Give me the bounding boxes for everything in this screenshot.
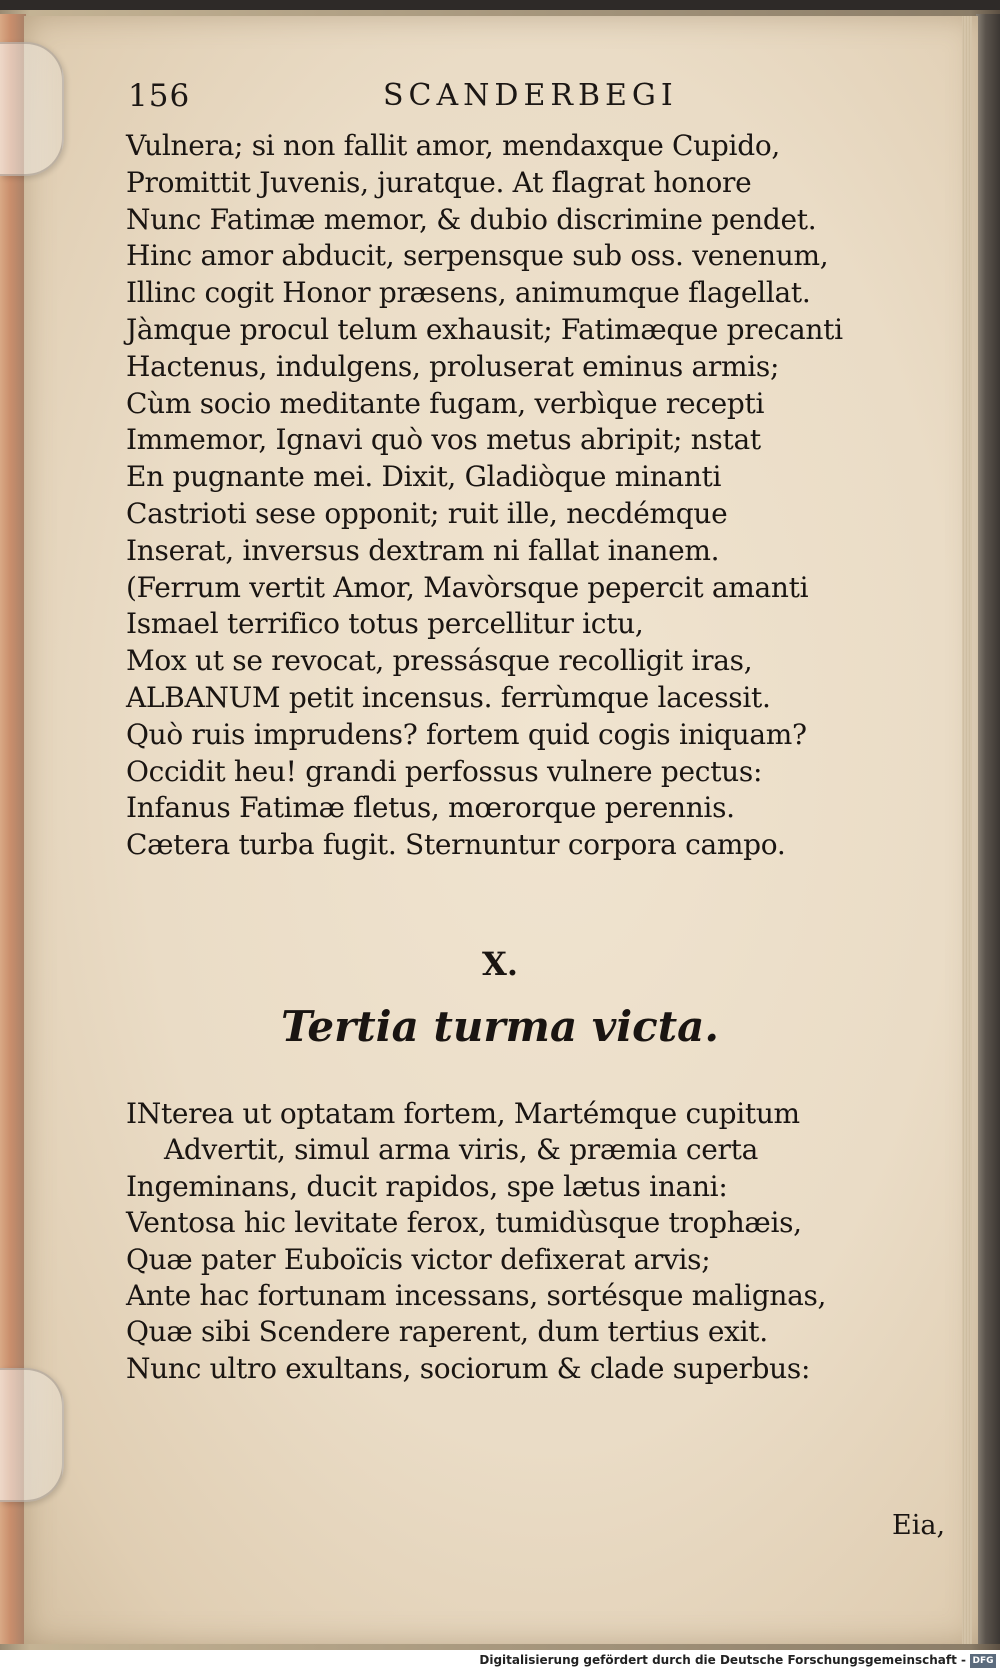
verse-line: Vulnera; si non fallit amor, mendaxque Cupido,	[126, 129, 780, 162]
verse-line: (Ferrum vertit Amor, Mavòrsque pepercit amanti	[126, 570, 809, 604]
verse-block-section-x	[126, 1096, 826, 1387]
verse-line: Quæ sibi Scendere raperent, dum tertius exit.	[126, 1315, 768, 1349]
verse-line: Promittit Juvenis, juratque. At flagrat honore	[126, 165, 752, 199]
verse-line: Hinc amor abducit, serpensque sub oss. venenum,	[126, 239, 829, 273]
book-cover-right-edge	[976, 14, 1000, 1644]
verse-line: Cùm socio meditante fugam, verbìque recepti	[126, 386, 765, 420]
verse-line: Ingeminans, ducit rapidos, spe lætus inani:	[126, 1169, 728, 1203]
verse-line: Castrioti sese opponit; ruit ille, necdémque	[126, 496, 728, 530]
verse-line: Ismael terrifico totus percellitur ictu,	[126, 607, 644, 641]
verse-line: Inserat, inversus dextram ni fallat inanem.	[126, 533, 720, 567]
verse-line: Infanus Fatimæ fletus, mœrorque perennis.	[126, 791, 735, 825]
page-header	[128, 78, 848, 118]
verse-line: ALBANUM petit incensus. ferrùmque lacessit.	[126, 680, 771, 714]
verse-line: Quò ruis imprudens? fortem quid cogis iniquam?	[126, 717, 807, 751]
digitization-footer	[0, 1650, 1000, 1675]
verse-line: Ventosa hic levitate ferox, tumidùsque trophæis,	[126, 1206, 802, 1240]
verse-line: Hactenus, indulgens, proluserat eminus armis;	[126, 349, 780, 383]
verse-line: Illinc cogit Honor præsens, animumque flagellat.	[126, 276, 811, 310]
running-title: SCANDERBEGI	[383, 78, 678, 113]
verse-line: Mox ut se revocat, pressásque recolligit iras,	[126, 644, 753, 678]
verse-line: Nunc Fatimæ memor, & dubio discrimine pendet.	[126, 202, 817, 236]
verse-line: En pugnante mei. Dixit, Gladiòque minanti	[126, 460, 722, 494]
verse-line: Jàmque procul telum exhausit; Fatimæque precanti	[126, 312, 843, 346]
page-number: 156	[128, 78, 191, 114]
section-number: X.	[482, 945, 518, 983]
page-clip-top	[0, 42, 64, 176]
funding-credit: Digitalisierung gefördert durch die Deutsche Forschungsgemeinschaft -	[479, 1653, 966, 1667]
verse-line: INterea ut optatam fortem, Martémque cupitum	[126, 1097, 800, 1130]
verse-line: Cætera turba fugit. Sternuntur corpora campo.	[126, 828, 786, 862]
page-clip-bottom	[0, 1368, 64, 1502]
verse-block-continued	[126, 128, 843, 864]
verse-line: Ante hac fortunam incessans, sortésque malignas,	[126, 1278, 827, 1312]
verse-line: Nunc ultro exultans, sociorum & clade superbus:	[126, 1351, 811, 1385]
verse-line: Quæ pater Euboïcis victor defixerat arvis;	[126, 1242, 711, 1276]
verse-line: Occidit heu! grandi perfossus vulnere pectus:	[126, 754, 763, 788]
catchword: Eia,	[892, 1510, 946, 1541]
section-title: Tertia turma victa.	[281, 1002, 719, 1051]
verse-line: Advertit, simul arma viris, & præmia certa	[164, 1133, 758, 1167]
verse-line: Immemor, Ignavi quò vos metus abripit; nstat	[126, 423, 761, 457]
dfg-logo-icon: DFG	[970, 1654, 996, 1668]
page-edges	[962, 16, 972, 1644]
